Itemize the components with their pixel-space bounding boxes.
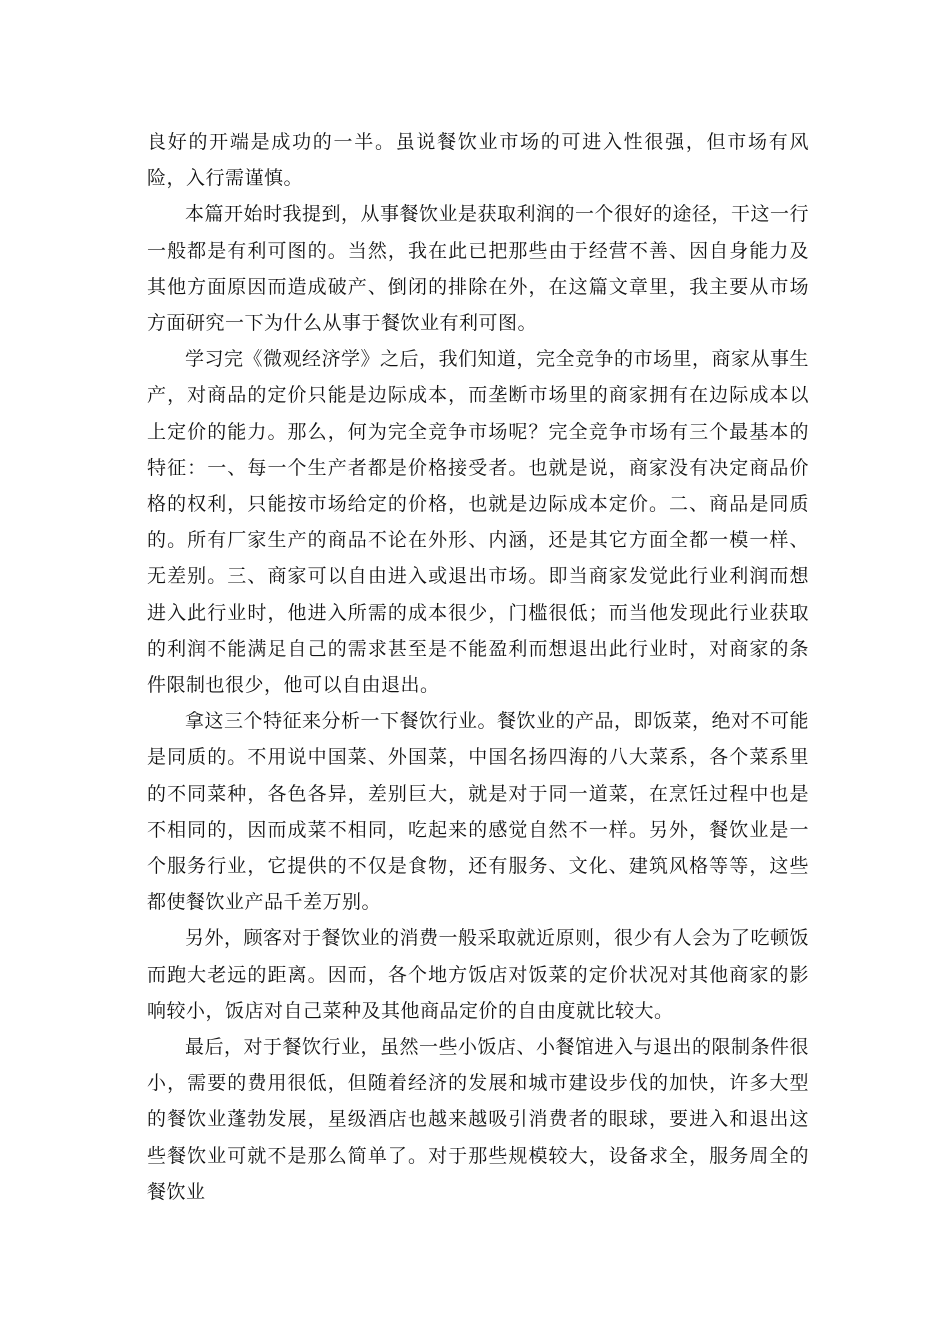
paragraph-1: 良好的开端是成功的一半。虽说餐饮业市场的可进入性很强，但市场有风险，入行需谨慎。 xyxy=(147,131,809,190)
paragraph-3: 学习完《微观经济学》之后，我们知道，完全竞争的市场里，商家从事生产，对商品的定价只能是边际成本，而垄断市场里的商家拥有在边际成本以上定价的能力。那么，何为完全竞争市场呢？完全竞争市场有三个最基本的特征：一、每一个生产者都是价格接受者。也就是说，商家没有决定商品价格的权利，只能按市场给定的价格，也就是边际成本定价。二、商品是同质的。所有厂家生产的商品不论在外形、内涵，还是其它方面全都一模一样、无差别。三、商家可以自由进入或退出市场。即当商家发觉此行业利润而想进入此行业时，他进入所需的成本很少，门槛很低；而当他发现此行业获取的利润不能满足自己的需求甚至是不能盈利而想退出此行业时，对商家的条件限制也很少，他可以自由退出。 xyxy=(147,348,810,697)
document-body xyxy=(147,124,809,1210)
paragraph-5: 另外，顾客对于餐饮业的消费一般采取就近原则，很少有人会为了吃顿饭而跑大老远的距离。因而，各个地方饭店对饭菜的定价状况对其他商家的影响较小，饭店对自己菜种及其他商品定价的自由度就比较大。 xyxy=(147,927,810,1022)
paragraph-2: 本篇开始时我提到，从事餐饮业是获取利润的一个很好的途径，干这一行一般都是有利可图的。当然，我在此已把那些由于经营不善、因自身能力及其他方面原因而造成破产、倒闭的排除在外，在这篇文章里，我主要从市场方面研究一下为什么从事于餐饮业有利可图。 xyxy=(147,203,810,335)
paragraph-4: 拿这三个特征来分析一下餐饮行业。餐饮业的产品，即饭菜，绝对不可能是同质的。不用说中国菜、外国菜，中国名扬四海的八大菜系，各个菜系里的不同菜种，各色各异，差别巨大，就是对于同一道菜，在烹饪过程中也是不相同的，因而成菜不相同，吃起来的感觉自然不一样。另外，餐饮业是一个服务行业，它提供的不仅是食物，还有服务、文化、建筑风格等等，这些都使餐饮业产品千差万别。 xyxy=(147,710,810,914)
paragraph-6: 最后，对于餐饮行业，虽然一些小饭店、小餐馆进入与退出的限制条件很小，需要的费用很低，但随着经济的发展和城市建设步伐的加快，许多大型的餐饮业蓬勃发展，星级酒店也越来越吸引消费者的眼球，要进入和退出这些餐饮业可就不是那么简单了。对于那些规模较大，设备求全，服务周全的餐饮业 xyxy=(147,1036,810,1203)
